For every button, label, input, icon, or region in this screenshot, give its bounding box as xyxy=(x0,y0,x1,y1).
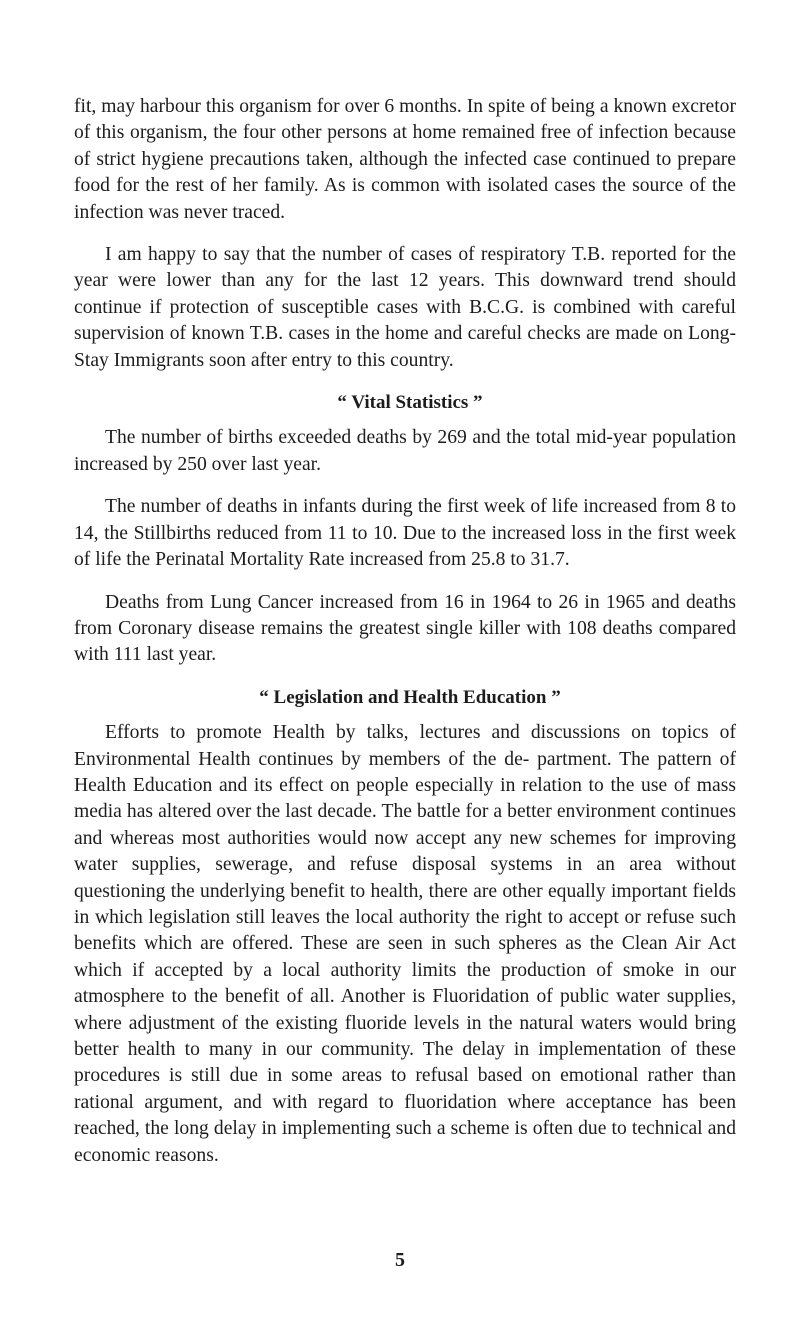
paragraph-lung-cancer: Deaths from Lung Cancer increased from 16 in 1964 to 26 in 1965 and deaths from Coronary disease remains the greatest single killer with 108 deaths compared with 111 last year. xyxy=(74,591,736,666)
heading-vital-statistics: “ Vital Statistics ” xyxy=(337,392,483,414)
paragraph-typhoid-case: fit, may harbour this organism for over 6 months. In spite of being a known excretor of this organism, the four other persons at home remained free of infection because of strict hygiene precautions taken, although the infected case continued to prepare food for the rest of her family. As is common with isolated cases the source of the infection was never traced. xyxy=(74,96,736,223)
paragraph-respiratory-tb: I am happy to say that the number of cases of respiratory T.B. reported for the year were lower than any for the last 12 years. This downward trend should continue if protection of susceptible cases with B.C.G. is combined with careful supervision of known T.B. cases in the home and careful checks are made on Long-Stay Immigrants soon after entry to this country. xyxy=(74,244,736,371)
page-number: 5 xyxy=(395,1249,405,1271)
paragraph-births-deaths: The number of births exceeded deaths by 269 and the total mid-year population increased by 250 over last year. xyxy=(74,427,736,475)
paragraph-health-education: Efforts to promote Health by talks, lectures and discussions on topics of Environmental Health continues by members of the de- partment. The pattern of Health Education and its effect on people especially in relation to the use of mass media has altered over the last decade. The battle for a better environment continues and whereas most authorities would now accept any new schemes for improving water supplies, sewerage, and refuse disposal systems in an area without questioning the underlying benefit to health, there are other equally important fields in which legislation still leaves the local authority the right to accept or refuse such benefits which are offered. These are seen in such spheres as the Clean Air Act which if accepted by a local authority limits the production of smoke in our atmosphere to the benefit of all. Another is Fluoridation of public water supplies, where adjustment of the existing fluoride levels in the natural waters would bring better health to many in our community. The delay in implementation of these procedures is still due in some areas to refusal based on emotional rather than rational argument, and with regard to fluoridation where acceptance has been reached, the long delay in implementing such a scheme is often due to technical and economic reasons. xyxy=(74,722,736,1166)
document-page xyxy=(74,94,736,1185)
paragraph-infant-deaths: The number of deaths in infants during the first week of life increased from 8 to 14, the Stillbirths reduced from 11 to 10. Due to the increased loss in the first week of life the Perinatal Mortality Rate increased from 25.8 to 31.7. xyxy=(74,496,736,571)
heading-legislation-health-education: “ Legislation and Health Education ” xyxy=(259,686,561,708)
